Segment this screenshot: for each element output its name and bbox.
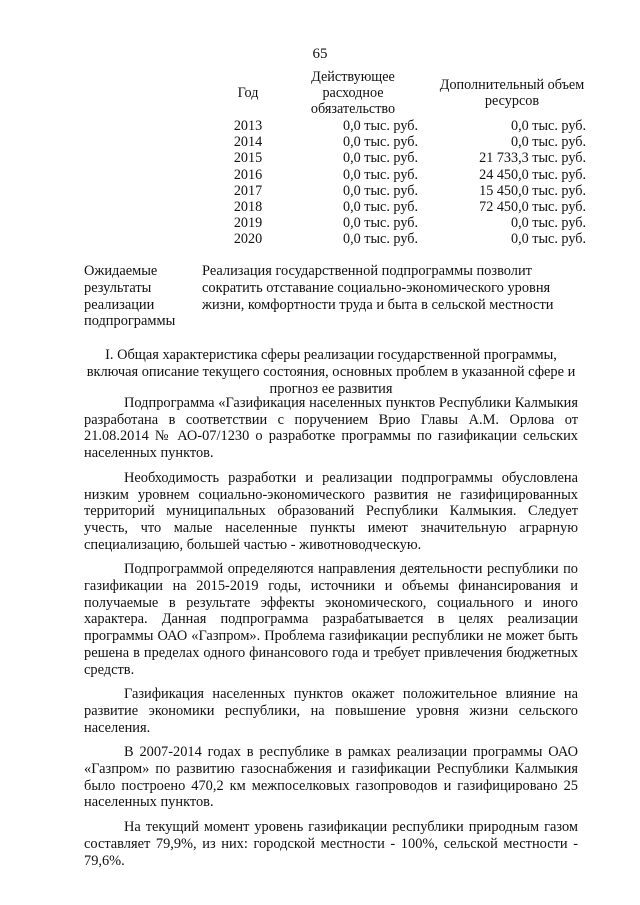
funding-table-row [214,231,586,247]
funding-table-row [214,150,586,166]
paragraph: Подпрограмма «Газификация населенных пунктов Республики Калмыкия разработана в соответствии с поручением Врио Главы А.М. Орлова от 21.08.2014 № АО-07/1230 о разработке программы по газификации сельских населенных пунктов. [84,395,578,462]
additional-resources-cell: 0,0 тыс. руб. [511,231,586,248]
current-obligation-cell: 0,0 тыс. руб. [343,134,418,151]
funding-table-row [214,118,586,134]
funding-table-header [214,68,586,118]
current-obligation-cell: 0,0 тыс. руб. [343,199,418,216]
additional-resources-cell: 0,0 тыс. руб. [511,215,586,232]
funding-table [214,68,586,248]
year-cell: 2014 [233,134,263,151]
current-obligation-cell: 0,0 тыс. руб. [343,182,418,199]
section-heading: I. Общая характеристика сферы реализации государственной программы, включая описание текущего состояния, основных проблем в указанной сфере и прогноз ее развития [86,347,576,397]
funding-table-row [214,199,586,215]
additional-resources-cell: 0,0 тыс. руб. [511,118,586,134]
current-obligation-cell: 0,0 тыс. руб. [343,118,418,134]
additional-resources-cell: 15 450,0 тыс. руб. [479,182,586,199]
funding-table-row [214,134,586,150]
paragraph: Подпрограммой определяются направления деятельности республики по газификации на 2015-2019 годы, источники и объемы финансирования и получаемые в результате эффекты экономического, социального и иного характера. Данная подпрограмма разрабатывается в целях реализации программы ОАО «Газпром». Проблема газификации республики не может быть решена в пределах одного финансового года и требует привлечения бюджетных средств. [84,561,578,678]
paragraph: Необходимость разработки и реализации подпрограммы обусловлена низким уровнем социально-экономического развития не газифицированных территорий муниципальных образований Республики Калмыкия. Следует учесть, что малые населенные пункты имеют значительную аграрную специализацию, большей частью - животноводческую. [84,469,578,553]
current-obligation-cell: 0,0 тыс. руб. [343,231,418,248]
funding-table-row [214,167,586,183]
page-number: 65 [312,46,328,62]
funding-table-row [214,215,586,231]
year-cell: 2015 [233,150,263,167]
body-text [84,395,578,877]
additional-resources-cell: 24 450,0 тыс. руб. [479,166,586,183]
expected-results-label: Ожидаемые результаты реализации подпрограммы [84,263,176,330]
current-obligation-cell: 0,0 тыс. руб. [343,150,418,167]
current-obligation-cell: 0,0 тыс. руб. [343,166,418,183]
additional-resources-cell: 0,0 тыс. руб. [511,134,586,151]
paragraph: На текущий момент уровень газификации республики природным газом составляет 79,9%, из них: городской местности - 100%, сельской местности - 79,6%. [84,819,578,869]
paragraph: В 2007-2014 годах в республике в рамках реализации программы ОАО «Газпром» по развитию газоснабжения и газификации Республики Калмыкия было построено 470,2 км межпоселковых газопроводов и газифицировано 25 населенных пунктов. [84,744,578,811]
header-year: Год [237,85,259,101]
year-cell: 2017 [233,182,263,199]
paragraph: Газификация населенных пунктов окажет положительное влияние на развитие экономики республики, на повышение уровня жизни сельского населения. [84,686,578,736]
year-cell: 2019 [233,215,263,232]
current-obligation-cell: 0,0 тыс. руб. [343,215,418,232]
funding-table-row [214,183,586,199]
header-current-obligation: Действующее расходное обязательство [310,69,396,117]
header-additional-resources: Дополнительный объем ресурсов [439,77,585,109]
year-cell: 2016 [233,166,263,183]
additional-resources-cell: 21 733,3 тыс. руб. [479,150,586,167]
expected-results-text: Реализация государственной подпрограммы позволит сократить отставание социально-экономического уровня жизни, комфортности труда и быта в сельской местности [202,263,554,313]
year-cell: 2013 [233,118,263,134]
year-cell: 2020 [233,231,263,248]
year-cell: 2018 [233,199,263,216]
additional-resources-cell: 72 450,0 тыс. руб. [479,199,586,216]
